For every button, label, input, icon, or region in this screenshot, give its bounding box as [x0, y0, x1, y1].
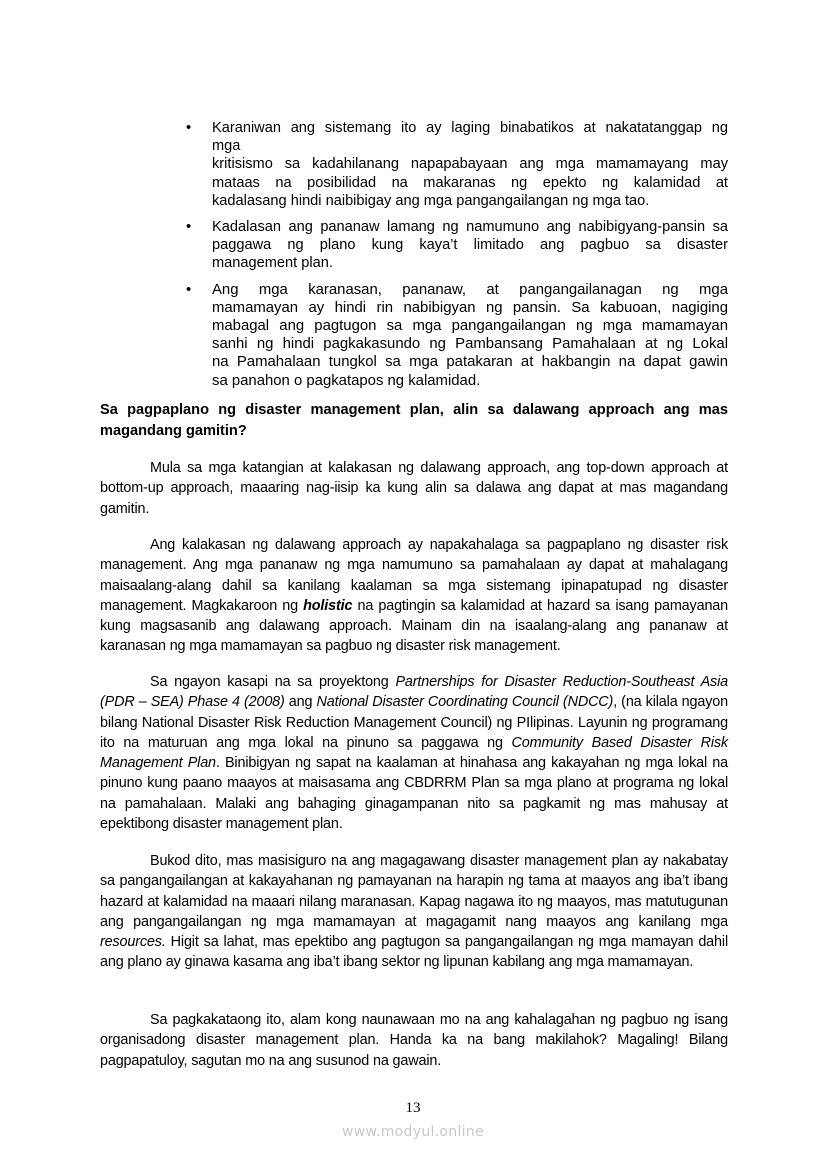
section-heading: Sa pagpaplano ng disaster management plan, alin sa dalawang approach ang mas magandang gamitin?: [100, 402, 728, 439]
text-run: Higit sa lahat, mas epektibo ang pagtugon sa pangangailangan ng mga mamayan dahil ang plano ay ginawa kasama ang iba’t ibang sektor ng lipunan kabilang ang mga mamamayan.: [100, 934, 728, 971]
bullet-icon: •: [186, 120, 192, 136]
bullet-item-2: [186, 218, 728, 273]
bullet-line: mamamayan ay hindi rin nabibigyan ng pansin. Sa kabuoan, nagiging: [212, 299, 728, 316]
italic-ndcc: National Disaster Coordinating Council (NDCC): [316, 694, 614, 711]
emphasis-holistic: holistic: [303, 597, 353, 614]
bullet-line: mabagal ang pagtugon sa mga pangangailangan ng mga mamamayan: [212, 318, 728, 335]
paragraph-text: Mula sa mga katangian at kalakasan ng dalawang approach, ang top-down approach at bottom-up approach, maaaring nag-iisip ka kung alin sa dalawa ang dapat at mas magandang gamitin.: [100, 460, 728, 517]
watermark-url: www.modyul.online: [342, 1124, 484, 1140]
paragraph-text: [100, 672, 728, 834]
italic-cbdrm-plan: Community Based Disaster Risk Management Plan: [100, 734, 728, 772]
bullet-icon: •: [186, 281, 192, 298]
page-number: 13: [405, 1100, 421, 1116]
bullet-line: sanhi ng hindi pagkakasundo ng Pambansang Pamahalaan at ng Lokal: [212, 336, 728, 353]
paragraph-1: [100, 458, 728, 519]
paragraph-text: Sa pagkakataong ito, alam kong naunawaan mo na ang kahalagahan ng pagbuo ng isang organisadong disaster management plan. Handa ka na bang makilahok? Magaling! Bilang pagpapatuloy, sagutan mo na ang susunod na gawain.: [100, 1012, 728, 1069]
text-run: Bukod dito, mas masisiguro na ang magagawang disaster management plan ay nakabatay sa pangangailangan at kakayahanan ng pamayanan na harapin ng tama at maayos ang iba’t ibang hazard at kalamidad na maaari nilang maranasan. Kapag nagawa ito ng maayos, mas matutugunan ang pangangailangan ng mga mamamayan at magagamit nang maayos ang kanilang mga: [100, 853, 728, 930]
bullet-line: na Pamahalaan tungkol sa mga patakaran at hakbangin na dapat gawin: [212, 354, 728, 371]
text-run: na pagtingin sa kalamidad at hazard sa isang pamayanan kung magsasanib ang dalawang approach. Mainam din na isaalang-alang ang pananaw at karanasan ng mga mamamayan sa pagbuo ng disaster risk management.: [100, 597, 728, 655]
paragraph-text: [100, 851, 728, 973]
italic-resources: resources.: [100, 934, 166, 951]
paragraph-text: [100, 535, 728, 657]
bullet-line: management plan.: [212, 255, 333, 272]
text-run: ang: [284, 694, 317, 711]
text-run: , (na kilala ngayon bilang National Disaster Risk Reduction Management Council) ng PIlipinas. Layunin ng programang ito na maturuan ang mga lokal na pinuno sa paggawa ng: [100, 694, 728, 751]
bullet-line: mataas na posibilidad na makaranas ng epekto ng kalamidad at: [212, 174, 728, 191]
paragraph-5: [100, 1010, 728, 1071]
bullet-line: Karaniwan ang sistemang ito ay laging binabatikos at nakatatanggap ng: [212, 120, 728, 136]
italic-project-name: Partnerships for Disaster Reduction-Southeast Asia (PDR – SEA) Phase 4 (2008): [100, 674, 728, 711]
paragraph-4: [100, 851, 728, 973]
text-run: Ang kalakasan ng dalawang approach ay napakahalaga sa pagpaplano ng disaster risk management. Ang mga pananaw ng mga namumuno sa pamahalaan ay dapat at mahalagang maisaalang-alang dahil sa kanilang kaalaman sa mga sistemang ipinapatupad ng disaster management. Magkakaroon ng: [100, 537, 728, 614]
bullet-line: kritisismo sa kadahilanang napapabayaan ang mga mamamayang may: [212, 156, 728, 173]
bullet-line: sa panahon o pagkatapos ng kalamidad.: [212, 372, 481, 389]
paragraph-3: [100, 672, 728, 834]
bullet-icon: •: [186, 219, 192, 236]
bullet-item-1: [186, 119, 728, 210]
bullet-line: Ang mga karanasan, pananaw, at pangangailanagan ng mga: [212, 281, 728, 298]
paragraph-2: [100, 535, 728, 657]
bullet-line: kadalasang hindi naibibigay ang mga pangangailangan ng mga tao.: [212, 192, 650, 209]
bullet-line: Kadalasan ang pananaw lamang ng namumuno ang nabibigyang-pansin sa: [212, 219, 728, 236]
bullet-list: [186, 119, 728, 398]
bullet-line: mga: [212, 138, 241, 155]
bullet-item-3: [186, 281, 728, 390]
text-run: Sa ngayon kasapi na sa proyektong: [150, 674, 396, 690]
bullet-line: paggawa ng plano kung kaya’t limitado ang pagbuo sa disaster: [212, 237, 728, 254]
text-run: . Binibigyan ng sapat na kaalaman at hinahasa ang kakayahan ng mga lokal na pinuno kung paano maayos at maisasama ang CBDRRM Plan sa mga plano at programa ng lokal na pamahalaan. Malaki ang bahaging ginagampanan nito sa pagkamit ng mas mahusay at epektibong disaster management plan.: [100, 755, 728, 833]
